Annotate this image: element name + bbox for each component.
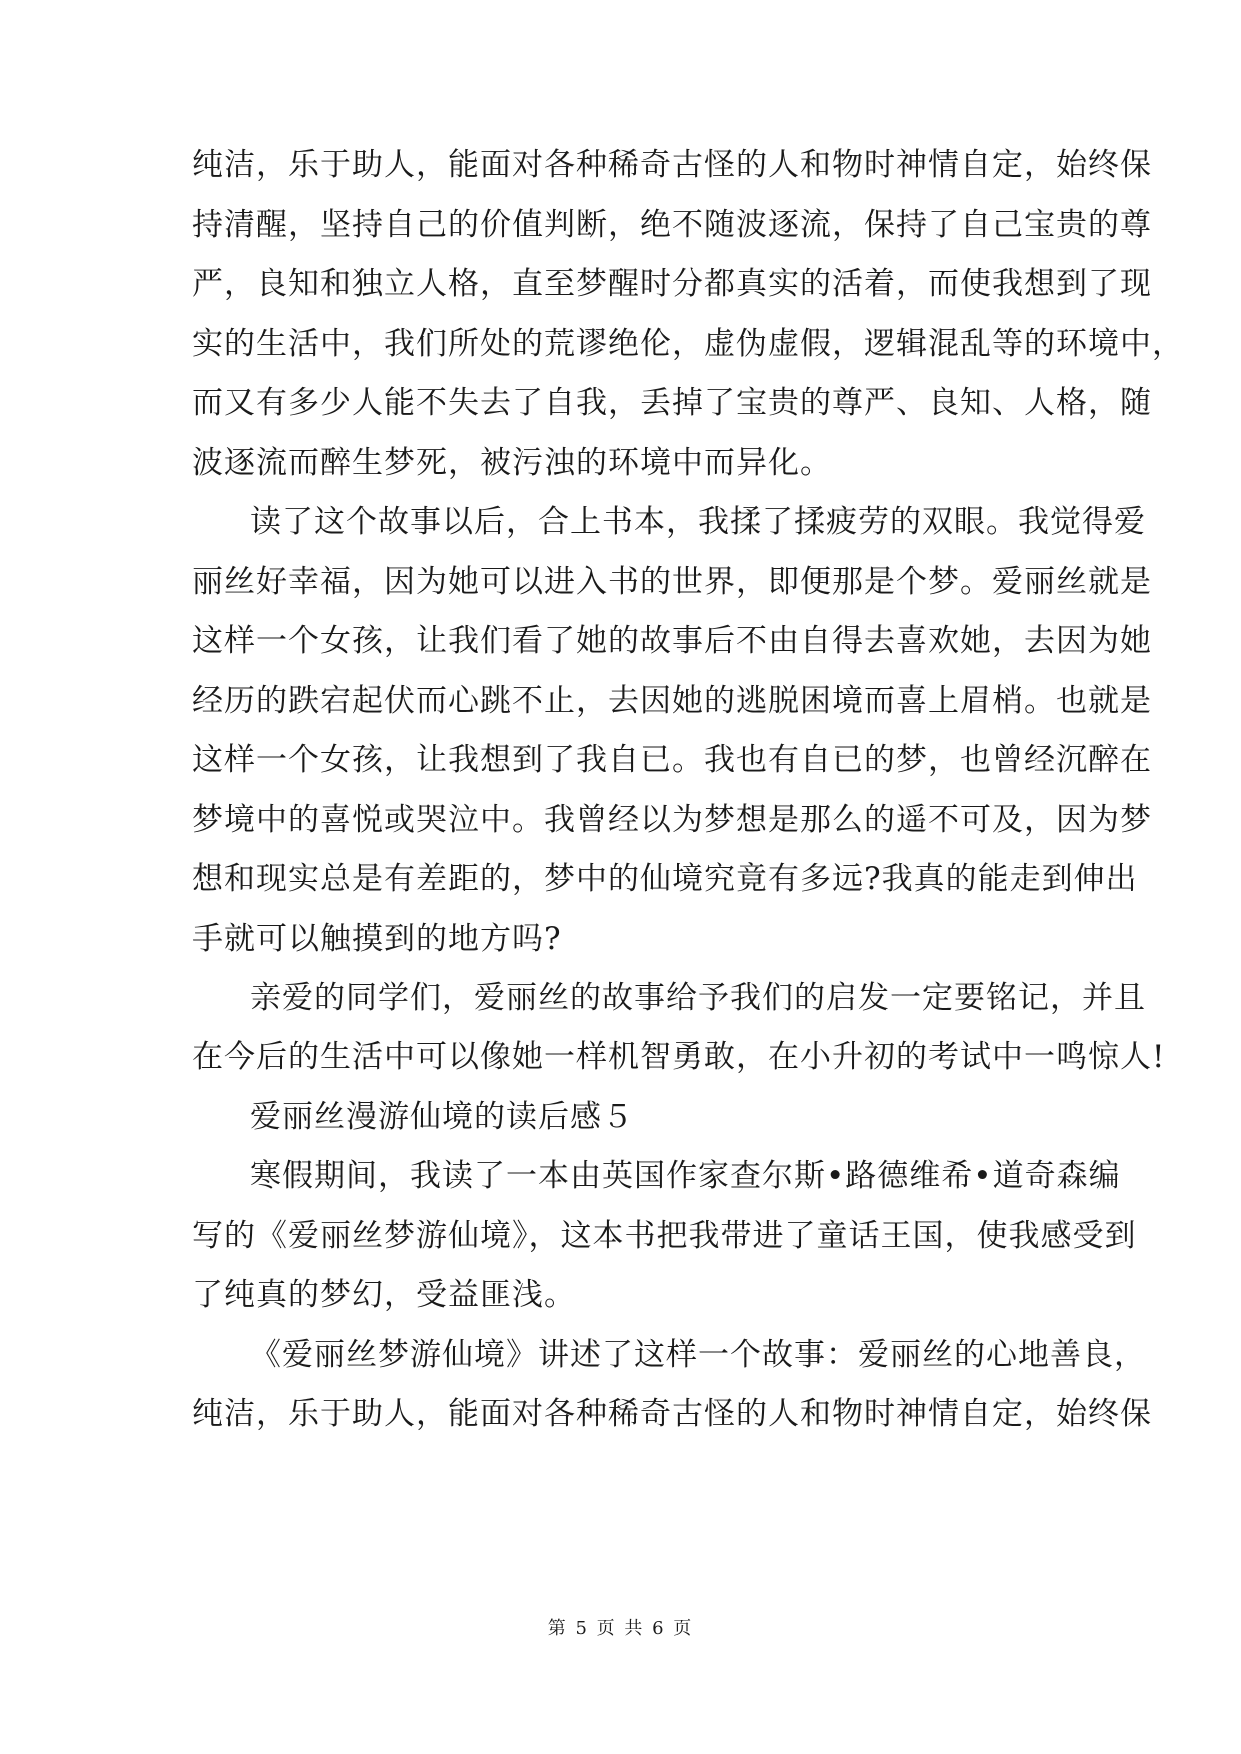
text-line: 手就可以触摸到的地方吗? <box>192 921 562 957</box>
text-line: 这样一个女孩，让我想到了我自已。我也有自已的梦，也曾经沉醉在 <box>192 742 1152 778</box>
text-line: 想和现实总是有差距的，梦中的仙境究竟有多远?我真的能走到伸出 <box>192 861 1138 897</box>
text-line: 持清醒，坚持自己的价值判断，绝不随波逐流，保持了自己宝贵的尊 <box>192 207 1152 243</box>
text-line: 写的《爱丽丝梦游仙境》，这本书把我带进了童话王国，使我感受到 <box>192 1218 1137 1254</box>
text-line: 纯洁，乐于助人，能面对各种稀奇古怪的人和物时神情自定，始终保 <box>192 1396 1152 1432</box>
text-line: 波逐流而醉生梦死，被污浊的环境中而异化。 <box>192 445 832 481</box>
text-line: 亲爱的同学们，爱丽丝的故事给予我们的启发一定要铭记，并且 <box>250 980 1146 1016</box>
page-number-footer: 第 5 页 共 6 页 <box>547 1618 694 1639</box>
text-line: 寒假期间，我读了一本由英国作家查尔斯•路德维希•道奇森编 <box>250 1158 1121 1194</box>
text-line: 而又有多少人能不失去了自我，丢掉了宝贵的尊严、良知、人格，随 <box>192 385 1152 421</box>
text-line: 读了这个故事以后，合上书本，我揉了揉疲劳的双眼。我觉得爱 <box>250 504 1146 540</box>
text-line: 了纯真的梦幻，受益匪浅。 <box>192 1277 576 1313</box>
text-line: 严，良知和独立人格，直至梦醒时分都真实的活着，而使我想到了现 <box>192 266 1152 302</box>
text-line: 这样一个女孩，让我们看了她的故事后不由自得去喜欢她，去因为她 <box>192 623 1152 659</box>
text-line: 实的生活中，我们所处的荒谬绝伦，虚伪虚假，逻辑混乱等的环境中， <box>192 326 1184 362</box>
section-heading: 爱丽丝漫游仙境的读后感５ <box>250 1099 634 1135</box>
text-line: 纯洁，乐于助人，能面对各种稀奇古怪的人和物时神情自定，始终保 <box>192 147 1152 183</box>
text-line: 经历的跌宕起伏而心跳不止，去因她的逃脱困境而喜上眉梢。也就是 <box>192 683 1152 719</box>
text-line: 在今后的生活中可以像她一样机智勇敢，在小升初的考试中一鸣惊人! <box>192 1039 1166 1075</box>
text-line: 《爱丽丝梦游仙境》讲述了这样一个故事：爱丽丝的心地善良， <box>250 1337 1146 1373</box>
text-line: 梦境中的喜悦或哭泣中。我曾经以为梦想是那么的遥不可及，因为梦 <box>192 802 1152 838</box>
text-line: 丽丝好幸福，因为她可以进入书的世界，即便那是个梦。爱丽丝就是 <box>192 564 1152 600</box>
